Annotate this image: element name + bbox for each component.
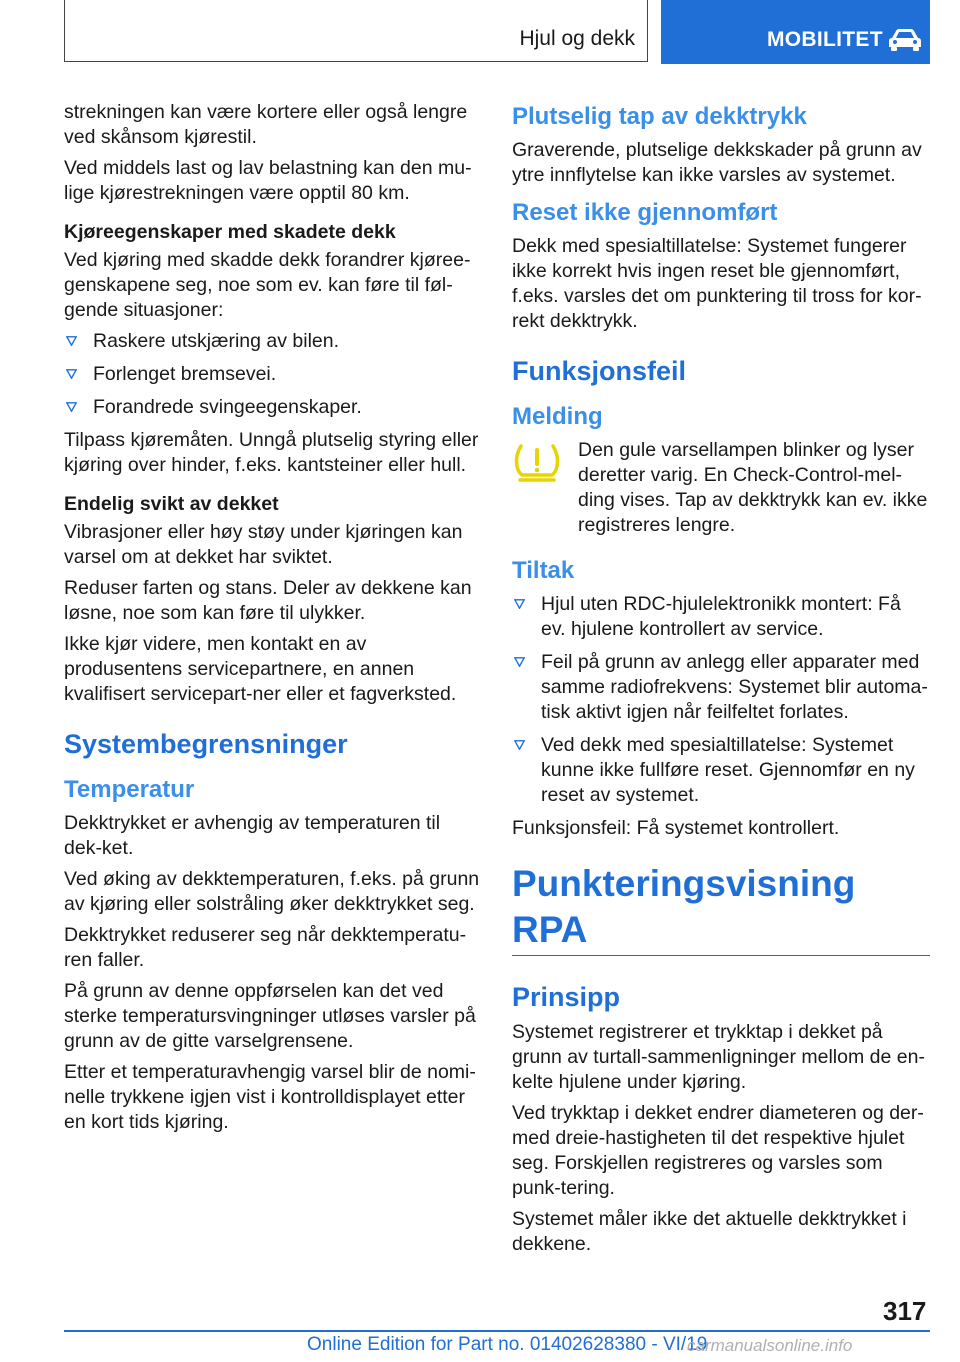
topic-heading: Temperatur (64, 776, 195, 803)
footer-divider (64, 1330, 930, 1332)
topic-heading: Tiltak (512, 557, 575, 584)
paragraph: Ved øking av dekktemperaturen, f.eks. på grunn av kjøring eller solstråling øker dekktrykket seg. (64, 868, 480, 915)
paragraph: Ved trykktap i dekket endrer diameteren og der-med dreie-hastigheten til det respektive hjulet seg. Forskjellen registreres og varsles som punk-tering. (512, 1102, 924, 1199)
car-icon (887, 28, 923, 52)
bullet-list (512, 592, 930, 808)
section-title: Hjul og dekk (519, 27, 635, 50)
page-header (64, 0, 930, 64)
topic-heading: Plutselig tap av dekktrykk (512, 103, 807, 130)
paragraph: Ikke kjør videre, men kontakt en av produsentens servicepartnere, en annen kvalifisert servicepart-ner eller et fagverksted. (64, 633, 457, 705)
edition-text: Online Edition for Part no. 01402628380 - VI/19 (307, 1334, 708, 1355)
topic-heading: Melding (512, 403, 603, 430)
paragraph: Dekktrykket er avhengig av temperaturen til dek-ket. (64, 812, 441, 859)
topic-heading: Reset ikke gjennomført (512, 199, 778, 226)
list-item (64, 395, 482, 420)
list-item-text: Forlenget bremsevei. (93, 363, 277, 385)
list-item (512, 592, 930, 642)
left-column (64, 100, 482, 1141)
paragraph: Etter et temperaturavhengig varsel blir de nomi-nelle trykkene igjen vist i kontrolldisplayet etter en kort tids kjøring. (64, 1061, 476, 1133)
list-item (512, 733, 930, 808)
paragraph: Graverende, plutselige dekkskader på grunn av ytre innflytelse kan ikke varsles av systemet. (512, 139, 922, 186)
triangle-bullet-icon (66, 402, 77, 412)
right-column (512, 100, 930, 1263)
triangle-bullet-icon (514, 599, 525, 609)
paragraph: Vibrasjoner eller høy støy under kjøringen kan varsel om at dekket har sviktet. (64, 521, 463, 568)
list-item (512, 650, 930, 725)
paragraph: Den gule varsellampen blinker og lyser deretter varig. En Check-Control-mel-ding vises. Tap av dekktrykk kan ev. ikke registreres lengre. (578, 439, 928, 536)
chapter-heading: Punkteringsvisning RPA (512, 861, 930, 956)
section-heading: Prinsipp (512, 982, 621, 1012)
triangle-bullet-icon (514, 740, 525, 750)
triangle-bullet-icon (66, 336, 77, 346)
bullet-list (64, 329, 482, 420)
list-item (64, 329, 482, 354)
paragraph: strekningen kan være kortere eller også lengre ved skånsom kjørestil. (64, 101, 468, 148)
list-item-text: Raskere utskjæring av bilen. (93, 330, 340, 352)
triangle-bullet-icon (514, 657, 525, 667)
chapter-title: MOBILITET (767, 28, 883, 51)
paragraph: Dekktrykket reduserer seg når dekktemperatu-ren faller. (64, 924, 467, 971)
paragraph: Systemet måler ikke det aktuelle dekktrykket i dekkene. (512, 1208, 907, 1255)
header-chapter-box (661, 0, 930, 64)
subheading: Endelig svikt av dekket (64, 493, 279, 515)
paragraph: Systemet registrerer et trykktap i dekket på grunn av turtall-sammenligninger mellom de en-kelte hjulene under kjøring. (512, 1021, 925, 1093)
paragraph: Ved kjøring med skadde dekk forandrer kjøree-genskapene seg, noe som ev. kan føre til føl-gende situasjoner: (64, 249, 471, 321)
paragraph: Ved middels last og lav belastning kan den mu-lige kjørestrekningen være opptil 80 km. (64, 157, 472, 204)
list-item (64, 362, 482, 387)
header-section-box (64, 0, 648, 62)
paragraph: Tilpass kjøremåten. Unngå plutselig styring eller kjøring over hinder, f.eks. kantsteiner eller hull. (64, 429, 479, 476)
paragraph: Dekk med spesialtillatelse: Systemet fungerer ikke korrekt hvis ingen reset ble gjennomført, f.eks. varsles det om punktering til tross for kor-rekt dekktrykk. (512, 235, 922, 332)
paragraph: Funksjonsfeil: Få systemet kontrollert. (512, 817, 840, 839)
section-heading: Systembegrensninger (64, 729, 348, 759)
paragraph: Reduser farten og stans. Deler av dekkene kan løsne, noe som kan føre til ulykker. (64, 577, 472, 624)
warning-lamp-block (512, 438, 930, 538)
section-heading: Funksjonsfeil (512, 356, 687, 386)
tire-pressure-warning-icon (512, 442, 562, 484)
paragraph: På grunn av denne oppførselen kan det ved sterke temperatursvingninger utløses varsler på grunn av de gitte varselgrensene. (64, 980, 476, 1052)
watermark: carmanualsonline.info (687, 1336, 853, 1355)
list-item-text: Hjul uten RDC-hjulelektronikk montert: Få ev. hjulene kontrollert av service. (541, 593, 901, 640)
list-item-text: Forandrede svingeegenskaper. (93, 396, 362, 418)
subheading: Kjøreegenskaper med skadete dekk (64, 221, 396, 243)
list-item-text: Feil på grunn av anlegg eller apparater med samme radiofrekvens: Systemet blir automa-tisk aktivt igjen når feilfeltet forlates. (541, 651, 928, 723)
triangle-bullet-icon (66, 369, 77, 379)
list-item-text: Ved dekk med spesialtillatelse: Systemet kunne ikke fullføre reset. Gjennomfør en ny reset av systemet. (541, 734, 915, 806)
page-number: 317 (883, 1296, 927, 1326)
